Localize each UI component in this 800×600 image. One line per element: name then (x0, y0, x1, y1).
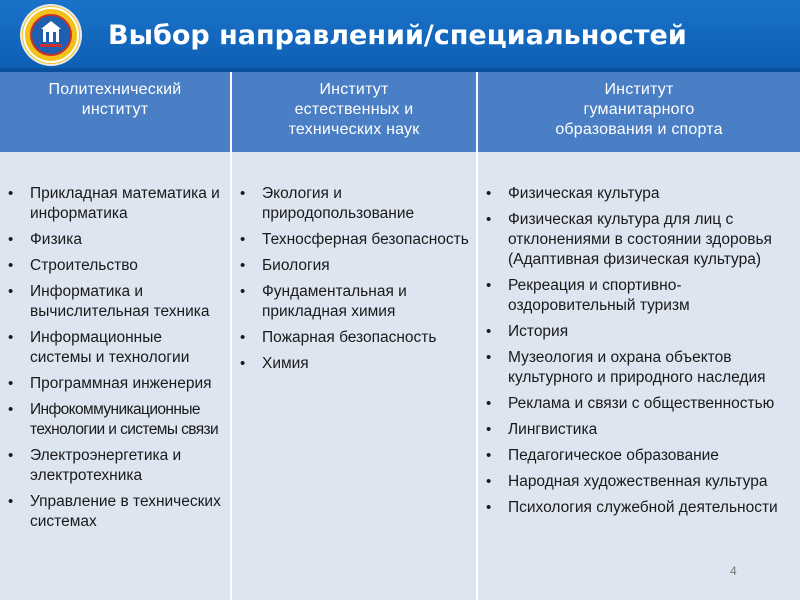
list-item: • Фундаментальная и прикладная химия (236, 282, 472, 322)
column-divider (476, 72, 478, 600)
list-item: • Инфокоммуникационные технологии и системы связи (4, 400, 226, 440)
slide-title: Выбор направлений/специальностей (108, 20, 687, 51)
list-item: • Рекреация и спортивно-оздоровительный туризм (482, 276, 792, 316)
list-item: • Музеология и охрана объектов культурного и природного наследия (482, 348, 792, 388)
list-item: • Электроэнергетика и электротехника (4, 446, 226, 486)
column-header-polytechnic (0, 72, 230, 152)
list-item: • Информатика и вычислительная техника (4, 282, 226, 322)
list-item: • Пожарная безопасность (236, 328, 472, 348)
emblem-graphic (22, 6, 80, 64)
list-item: • Народная художественная культура (482, 472, 792, 492)
list-item: • Информационные системы и технологии (4, 328, 226, 368)
header-line: гуманитарного (583, 101, 695, 118)
list-item: • Техносферная безопасность (236, 230, 472, 250)
list-item: • Реклама и связи с общественностью (482, 394, 792, 414)
column-header-humanities-sport (478, 72, 800, 152)
list-item: • Управление в технических системах (4, 492, 226, 532)
list-item: • Экология и природопользование (236, 184, 472, 224)
header-line: естественных и (294, 101, 414, 118)
polytechnic-list (4, 184, 226, 538)
list-item: • Физическая культура (482, 184, 792, 204)
list-item: • Строительство (4, 256, 226, 276)
list-item: • Химия (236, 354, 472, 374)
list-item: • Физика (4, 230, 226, 250)
page-number: 4 (730, 564, 737, 578)
column-divider (230, 72, 232, 600)
header-line: Институт (604, 81, 674, 98)
header-line: Политехнический (48, 81, 182, 98)
header-line: институт (81, 101, 149, 118)
list-item: • Программная инженерия (4, 374, 226, 394)
list-item: • Лингвистика (482, 420, 792, 440)
slide-header (0, 0, 800, 72)
university-emblem-icon (22, 6, 80, 64)
list-item: • Физическая культура для лиц с отклонениями в состоянии здоровья (Адаптивная физическая культура) (482, 210, 792, 270)
list-item: • Психология служебной деятельности (482, 498, 792, 518)
directions-table (0, 72, 800, 600)
list-item: • Прикладная математика и информатика (4, 184, 226, 224)
header-line: технических наук (288, 121, 420, 138)
list-item: • Педагогическое образование (482, 446, 792, 466)
humanities-sport-list (482, 184, 792, 524)
list-item: • История (482, 322, 792, 342)
header-line: образования и спорта (555, 121, 723, 138)
header-line: Институт (319, 81, 389, 98)
list-item: • Биология (236, 256, 472, 276)
column-header-natural-sciences (232, 72, 476, 152)
natural-sciences-list (236, 184, 472, 380)
